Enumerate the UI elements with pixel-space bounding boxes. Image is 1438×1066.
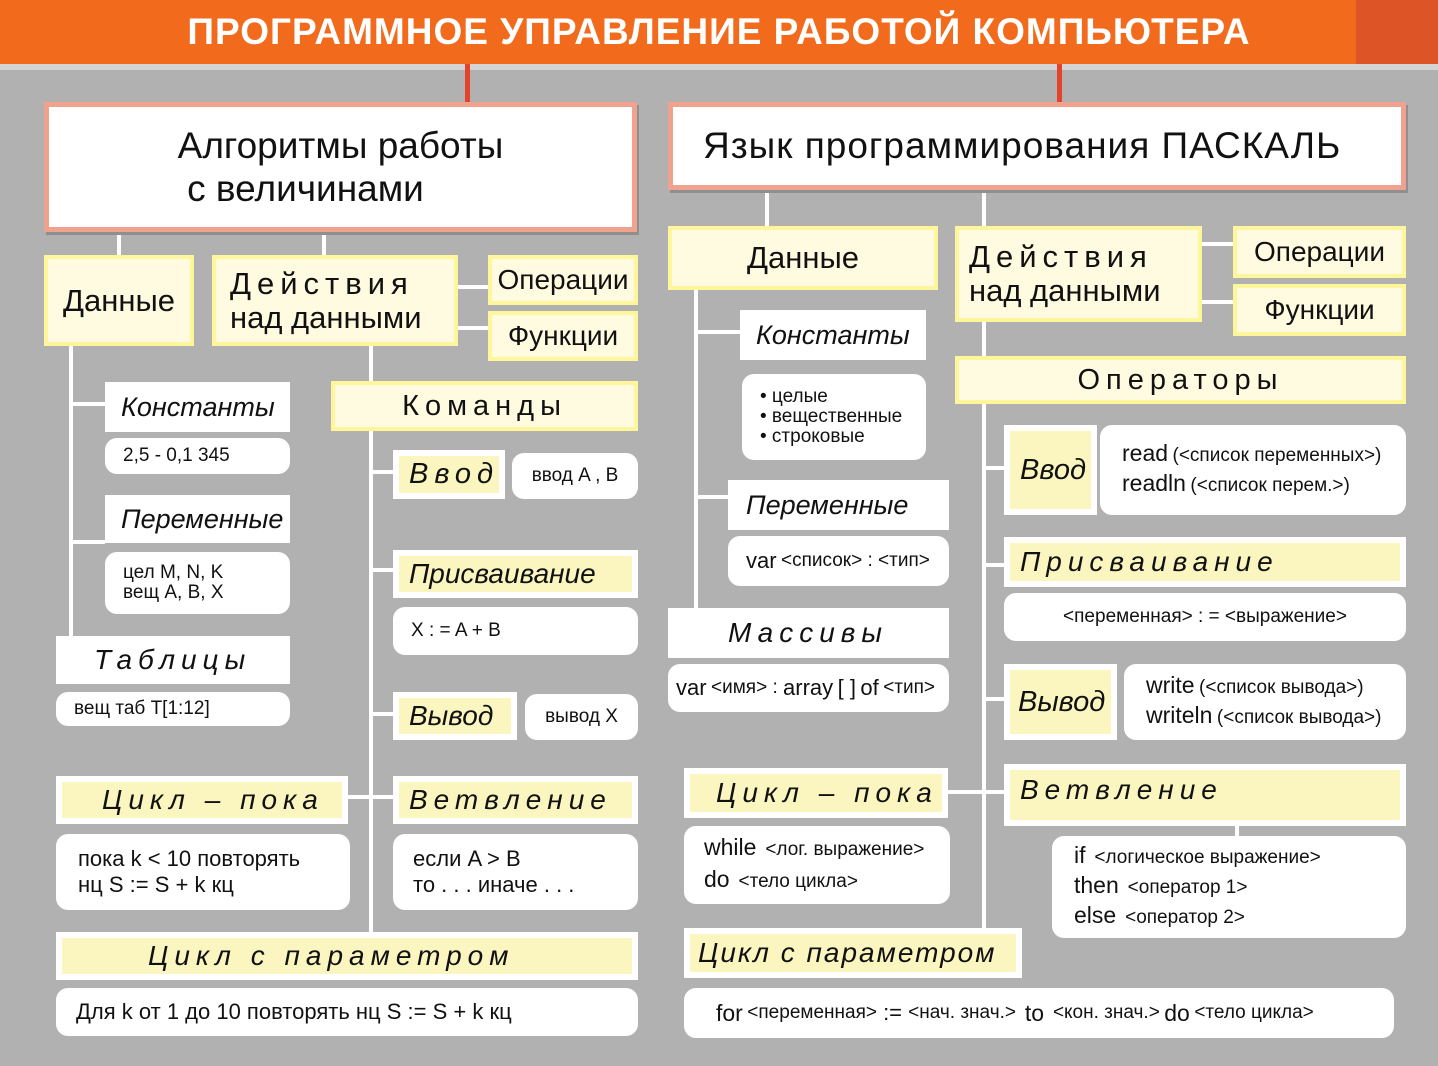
var-colon: : <box>862 550 879 571</box>
pascal-output-label: Вывод <box>1018 685 1106 718</box>
algorithms-title-line2: с величинами <box>187 168 424 209</box>
connector <box>348 795 393 799</box>
connector <box>465 64 470 104</box>
connector <box>948 790 1006 794</box>
connector <box>1200 242 1235 246</box>
tables-label: Таблицы <box>94 644 252 675</box>
for-assign: := <box>876 1000 909 1025</box>
constants-type-item: • вещественные <box>760 406 903 427</box>
input-label: Ввод <box>409 458 500 490</box>
assign-example <box>393 607 638 655</box>
output-example-text: вывод X <box>545 706 618 727</box>
branch-example-line2: то . . . иначе . . . <box>413 872 575 897</box>
pascal-operations-box <box>1233 226 1406 278</box>
connector <box>986 563 1006 567</box>
arr-type: <тип> <box>883 677 935 698</box>
pascal-variables-label: Переменные <box>746 489 909 520</box>
var-keyword: var <box>746 548 777 573</box>
constants-type-item: • строковые <box>760 426 865 447</box>
connector <box>1200 300 1235 304</box>
connector <box>373 470 393 474</box>
assign-label: Присваивание <box>409 558 596 589</box>
variables-example-line2: вещ A, B, X <box>123 582 224 603</box>
pascal-data-box <box>668 226 938 290</box>
pascal-param-loop-label: Цикл с параметром <box>698 937 997 968</box>
connector <box>456 326 488 330</box>
param-loop-example-text: Для k от 1 до 10 повторять нц S := S + k кц <box>76 999 512 1024</box>
connector <box>765 188 769 228</box>
for-syntax <box>684 988 1394 1038</box>
pascal-input-label: Ввод <box>1020 453 1087 486</box>
read-keyword: read <box>1122 440 1169 466</box>
pascal-variables-box <box>728 480 949 530</box>
arrays-box <box>668 608 949 658</box>
arr-name: <имя> <box>711 677 768 698</box>
branch-syntax <box>1052 836 1406 938</box>
pascal-title: Язык программирования ПАСКАЛЬ <box>703 125 1342 166</box>
while-keyword: while <box>704 834 757 860</box>
for-variable: <переменная> <box>747 1002 877 1023</box>
connector <box>694 288 698 610</box>
arrays-syntax <box>668 664 949 712</box>
do-keyword: do <box>1164 999 1190 1026</box>
header-divider <box>0 64 1438 70</box>
pascal-while-box <box>684 768 948 818</box>
functions-label: Функции <box>507 320 619 351</box>
param-loop-example <box>56 988 638 1036</box>
connector <box>456 285 488 289</box>
connector <box>73 402 105 406</box>
connector <box>373 568 393 572</box>
do-keyword: do <box>704 866 730 892</box>
do-body: <тело цикла> <box>738 871 858 892</box>
pascal-operations-label: Операции <box>1254 236 1385 267</box>
param-loop-box <box>56 932 638 980</box>
writeln-keyword: writeln <box>1146 702 1213 728</box>
pascal-title-box <box>668 102 1406 190</box>
pascal-branch-box <box>1004 764 1406 826</box>
pascal-output-box <box>1004 664 1117 740</box>
commands-box <box>331 381 638 431</box>
write-keyword: write <box>1146 672 1195 698</box>
input-example-text: ввод A , B <box>531 465 619 486</box>
actions-label-line1: Действия <box>230 265 414 301</box>
output-box <box>393 692 517 740</box>
while-example-line2: нц S := S + k кц <box>78 872 234 897</box>
pascal-actions-line2: над данными <box>969 273 1161 308</box>
operators-box <box>955 356 1406 404</box>
readln-args: (<список перем.>) <box>1190 475 1350 496</box>
to-keyword: to <box>1024 999 1045 1026</box>
pascal-branch-label: Ветвление <box>1020 774 1223 805</box>
then-keyword: then <box>1074 872 1119 898</box>
variables-example-line1: цел M, N, K <box>123 562 224 583</box>
while-loop-box <box>56 776 348 824</box>
else-keyword: else <box>1074 902 1117 928</box>
assign-example-text: X : = A + B <box>411 620 501 641</box>
functions-box <box>488 311 638 361</box>
pascal-constants-types <box>742 374 926 460</box>
pascal-assign-box <box>1004 537 1406 587</box>
connector <box>698 330 740 334</box>
variables-box <box>105 495 290 543</box>
constants-example-text: 2,5 - 0,1 345 <box>123 445 230 466</box>
commands-label: Команды <box>402 389 567 422</box>
param-loop-label: Цикл с параметром <box>148 940 515 971</box>
pascal-actions-line1: Действия <box>969 239 1153 274</box>
tables-example <box>56 692 290 726</box>
connector <box>73 540 105 544</box>
pascal-actions-box <box>955 226 1202 322</box>
output-label: Вывод <box>409 700 494 731</box>
pascal-input-box <box>1004 425 1097 515</box>
while-loop-example <box>56 834 350 910</box>
input-box <box>393 450 505 499</box>
data-box <box>44 255 194 346</box>
arr-array-keyword: array <box>783 675 834 700</box>
branch-box <box>393 776 638 824</box>
connector <box>1057 64 1062 104</box>
else-statement: <оператор 2> <box>1125 907 1245 928</box>
var-type: <тип> <box>878 550 930 571</box>
connector <box>69 345 73 640</box>
if-keyword: if <box>1074 842 1086 868</box>
readln-keyword: readln <box>1122 470 1186 496</box>
constants-label: Константы <box>121 391 275 422</box>
variables-label: Переменные <box>121 503 284 534</box>
connector <box>986 697 1006 701</box>
input-syntax <box>1100 425 1406 515</box>
for-body: <тело цикла> <box>1194 1002 1314 1023</box>
arr-of-keyword: of <box>860 675 879 700</box>
write-args: (<список вывода>) <box>1199 677 1364 698</box>
read-args: (<список переменных>) <box>1172 445 1382 466</box>
constants-box <box>105 382 290 432</box>
connector <box>982 320 986 930</box>
assign-syntax <box>1004 593 1406 641</box>
pascal-variables-syntax <box>728 536 949 586</box>
pascal-param-loop-box <box>684 928 1022 978</box>
var-list: <список> <box>781 550 863 571</box>
operations-label: Операции <box>497 264 629 295</box>
input-example <box>512 453 638 499</box>
connector <box>986 466 1006 470</box>
algorithms-title-line1: Алгоритмы работы <box>177 125 504 166</box>
connector <box>373 712 393 716</box>
constants-example <box>105 438 290 474</box>
assign-box <box>393 550 638 598</box>
writeln-args: (<список вывода>) <box>1216 707 1382 728</box>
operations-box <box>488 255 638 305</box>
tables-box <box>56 636 290 684</box>
arr-colon: : <box>767 677 784 698</box>
pascal-constants-box <box>740 310 926 360</box>
pascal-while-label: Цикл – пока <box>716 777 938 808</box>
variables-example <box>105 552 290 614</box>
actions-label-line2: над данными <box>230 299 422 335</box>
connector <box>322 230 326 257</box>
while-example-line1: пока k < 10 повторять <box>78 846 301 871</box>
branch-example-line1: если A > B <box>413 846 521 871</box>
pascal-data-label: Данные <box>747 240 859 275</box>
algorithms-title-box <box>44 102 637 232</box>
pascal-functions-box <box>1233 284 1406 336</box>
connector <box>117 230 121 257</box>
for-keyword: for <box>716 999 743 1026</box>
data-label: Данные <box>63 282 175 318</box>
output-example <box>525 694 638 740</box>
output-syntax <box>1124 664 1406 740</box>
constants-type-item: • целые <box>760 386 828 407</box>
branch-example <box>393 834 638 910</box>
page-title: ПРОГРАММНОЕ УПРАВЛЕНИЕ РАБОТОЙ КОМПЬЮТЕРА <box>187 11 1251 52</box>
arr-brackets: [ ] <box>837 675 856 700</box>
operators-label: Операторы <box>1077 363 1284 396</box>
arrays-label: Массивы <box>728 617 889 648</box>
connector <box>369 345 373 935</box>
arr-var-keyword: var <box>676 675 707 700</box>
for-start-value: <нач. знач.> <box>908 1002 1016 1023</box>
connector <box>982 188 986 228</box>
pascal-functions-label: Функции <box>1264 294 1375 325</box>
for-end-value: <кон. знач.> <box>1052 1002 1160 1023</box>
then-statement: <оператор 1> <box>1127 877 1248 898</box>
while-loop-label: Цикл – пока <box>102 784 324 815</box>
pascal-constants-label: Константы <box>756 319 910 350</box>
actions-box <box>212 255 458 346</box>
pascal-assign-label: Присваивание <box>1020 546 1279 577</box>
if-condition: <логическое выражение> <box>1094 847 1321 868</box>
connector <box>698 495 728 499</box>
while-condition: <лог. выражение> <box>765 839 925 860</box>
tables-example-text: вещ таб T[1:12] <box>74 698 210 719</box>
branch-label: Ветвление <box>409 784 612 815</box>
while-syntax <box>684 826 950 904</box>
assign-syntax-text: <переменная> : = <выражение> <box>1063 606 1347 627</box>
